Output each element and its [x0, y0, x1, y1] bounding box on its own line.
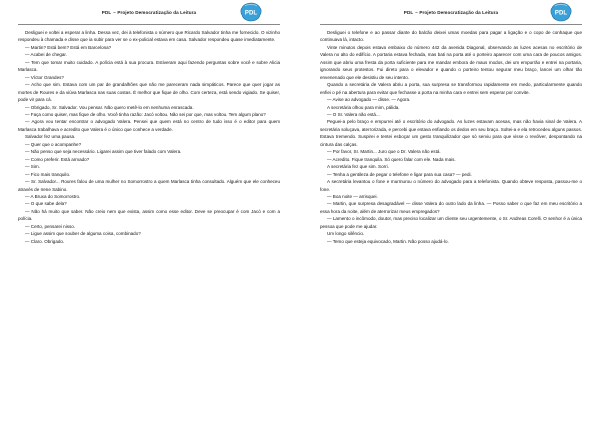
paragraph: — Por favor, Sr. Martin... Juro que o Dr. Valera não está.	[327, 149, 441, 155]
paragraph: A secretária fez que sim. Sorri.	[327, 164, 389, 170]
paragraph: — Ligue assim que souber de alguma coisa, combinado?	[25, 231, 141, 237]
paragraph: — Lamento o incômodo, doutor, mas preciso localizar um cliente seu urgentemente, o Sr. Andreas Corelli. O senhor é a única pessoa que pode me ajudar.	[320, 216, 582, 229]
paragraph: — Faça como quiser, mas fique de olho. Você tinha razão: Jacó voltou. Não sei por que, mas voltou. Tem algum plano?	[25, 111, 266, 117]
paragraph: A secretária olhou para mim, pálida.	[327, 104, 400, 110]
paragraph: — Boa noite — arrisquei.	[327, 193, 378, 199]
right-page	[300, 0, 600, 424]
paragraph: — O que sabe dela?	[25, 201, 67, 207]
paragraph: — Não penso que seja necessário. Ligarei assim que tiver falado com Valera.	[25, 149, 182, 155]
paragraph: Peguei-a pelo braço e empurrei até o escritório do advogado. As luzes estavam acesas, mas não havia sinal de Valera. A secretária soluçava, aterrorizada, e percebi que estava enfiando os dedos em seu braço. Soltei-a e ela retrocedeu alguns passos. Estava tremendo. Suspirei e tentei esboçar um gesto tranquilizador que só serviu para que visse o revólver, despontando na cintura das calças.	[320, 119, 582, 147]
pdl-logo-icon	[240, 2, 262, 22]
paragraph: — Agora vou tentar encontrar o advogado Valera. Pensei que quem está no centro de tudo isso é o editor para quem Marlasca trabalhava e acredito que Valera é o único que conhece a verdade.	[18, 119, 280, 132]
paragraph: — Avise ao advogado — disse. — Agora.	[327, 97, 411, 103]
left-body	[18, 29, 280, 245]
logo-text: PDL	[244, 10, 258, 17]
paragraph: — Sim.	[25, 164, 40, 170]
paragraph: — Tenha a gentileza de pegar o telefone e ligar para sua casa? — pedi.	[327, 171, 472, 177]
paragraph: — Martin, que surpresa desagradável — disse Valera do outro lado da linha. — Posso saber o que faz em meu escritório a essa hora da noite, além de aterrorizar meus empregados?	[320, 201, 582, 214]
header-brand: PDL	[101, 9, 112, 15]
paragraph: Salvador fez uma pausa.	[25, 134, 76, 140]
paragraph: — A Bruxa do Somorrostro.	[25, 193, 81, 199]
pdl-logo-icon	[550, 2, 572, 22]
right-body	[320, 29, 582, 245]
paragraph: — Acredito. Fique tranquila. Só quero falar com ele. Nada mais.	[327, 156, 456, 162]
paragraph: — Víctor Grandes?	[25, 74, 64, 80]
page-header	[18, 0, 280, 24]
paragraph: A secretária levantou o fone e murmurou o número do advogado para a telefonista. Quando obteve resposta, passou-me o fone.	[320, 179, 582, 192]
paragraph: Quando a secretária de Valera abriu a porta, sua surpresa se transformou rapidamente em medo, particularmente quando enfiei o pé na abertura para evitar que fechasse a porta na minha cara e entrei sem esperar por convite.	[320, 82, 582, 95]
paragraph: — Quer que o acompanhe?	[25, 141, 82, 147]
paragraph: Desliguei e voltei a esperar a linha. Dessa vez, dei à telefonista o número que Ricardo Salvador tinha me fornecido. O vizinho respondeu à chamada e disse que ia subir para ver se o ex-policial estava em casa. Salvador respondeu quase imediatamente.	[18, 30, 280, 43]
paragraph: — Tem que tomar muito cuidado. A polícia está à sua procura. Estiveram aqui fazendo perguntas sobre você e sobre Alicia Marlasca.	[18, 59, 280, 73]
paragraph: — Obrigado, Sr. Salvador. Vou pensar. Não quero metê-lo em nenhuma enrascada.	[25, 104, 194, 110]
paragraph: — Claro. Obrigado.	[25, 238, 65, 244]
paragraph: — Fico mais tranquilo.	[25, 171, 71, 177]
logo-text: PDL	[554, 10, 568, 17]
header-rule	[320, 24, 582, 25]
page-header	[320, 0, 582, 24]
header-rule	[18, 24, 280, 25]
header-title: – Projeto Democratização da Leitura	[415, 9, 499, 15]
header-title: – Projeto Democratização da Leitura	[113, 9, 197, 15]
paragraph: Desliguei o telefone e ao passar diante do balcão deixei umas moedas para pagar a ligação e o copo de conhaque que continuava lá, intacto.	[320, 30, 582, 43]
paragraph: — Martin? Está bem? Está em Barcelona?	[25, 44, 112, 50]
paragraph: — Como preferir. Está armado?	[25, 156, 90, 162]
paragraph: — O Sr. Valera não está...	[327, 111, 380, 117]
paragraph: — Sr. Salvador... Roures falou de uma mulher no Somorrostro a quem Marlasca tinha consultado. Alguém que ele conheceu através de Irene Sabino.	[18, 179, 280, 192]
paragraph: — Temo que esteja equivocado, Martin. Não posso ajudá-lo.	[327, 238, 449, 244]
paragraph: — Não há muito que saber. Não creio nem que exista, assim como esse editor. Deve se preocupar é com Jacó e com a polícia.	[18, 208, 280, 222]
paragraph: — Certo, pensarei nisso.	[25, 223, 76, 229]
header-brand: PDL	[403, 9, 414, 15]
paragraph: — Acho que sim. Estava com um par de grandalhões que não me pareceram nada simpáticos. Parece que quer jogar as mortes de Roures e da viúva Marlasca nas suas costas. É melhor que fique de olho. Com certeza, está sendo vigiado. Se quiser, pode vir para cá.	[18, 82, 280, 103]
paragraph: Vinte minutos depois estava embaixo do número 442 da avenida Diagonal, observando as luzes acesas no escritório de Valera no alto do edifício. A portaria estava fechada, mas bati na porta até o porteiro aparecer com uma cara de poucos amigos. Assim que abriu uma fresta da porta suficiente para me mandar embora de maus modos, dei um empurrão e entrei na portaria, ignorando seus protestos. Fui direto para o elevador e quando o porteiro tentou segurar meu braço, lancei um olhar tão envenenado que ele desistiu de seu intento.	[320, 44, 582, 80]
paragraph: Um longo silêncio.	[327, 231, 365, 237]
paragraph: — Acabei de chegar.	[25, 52, 67, 58]
